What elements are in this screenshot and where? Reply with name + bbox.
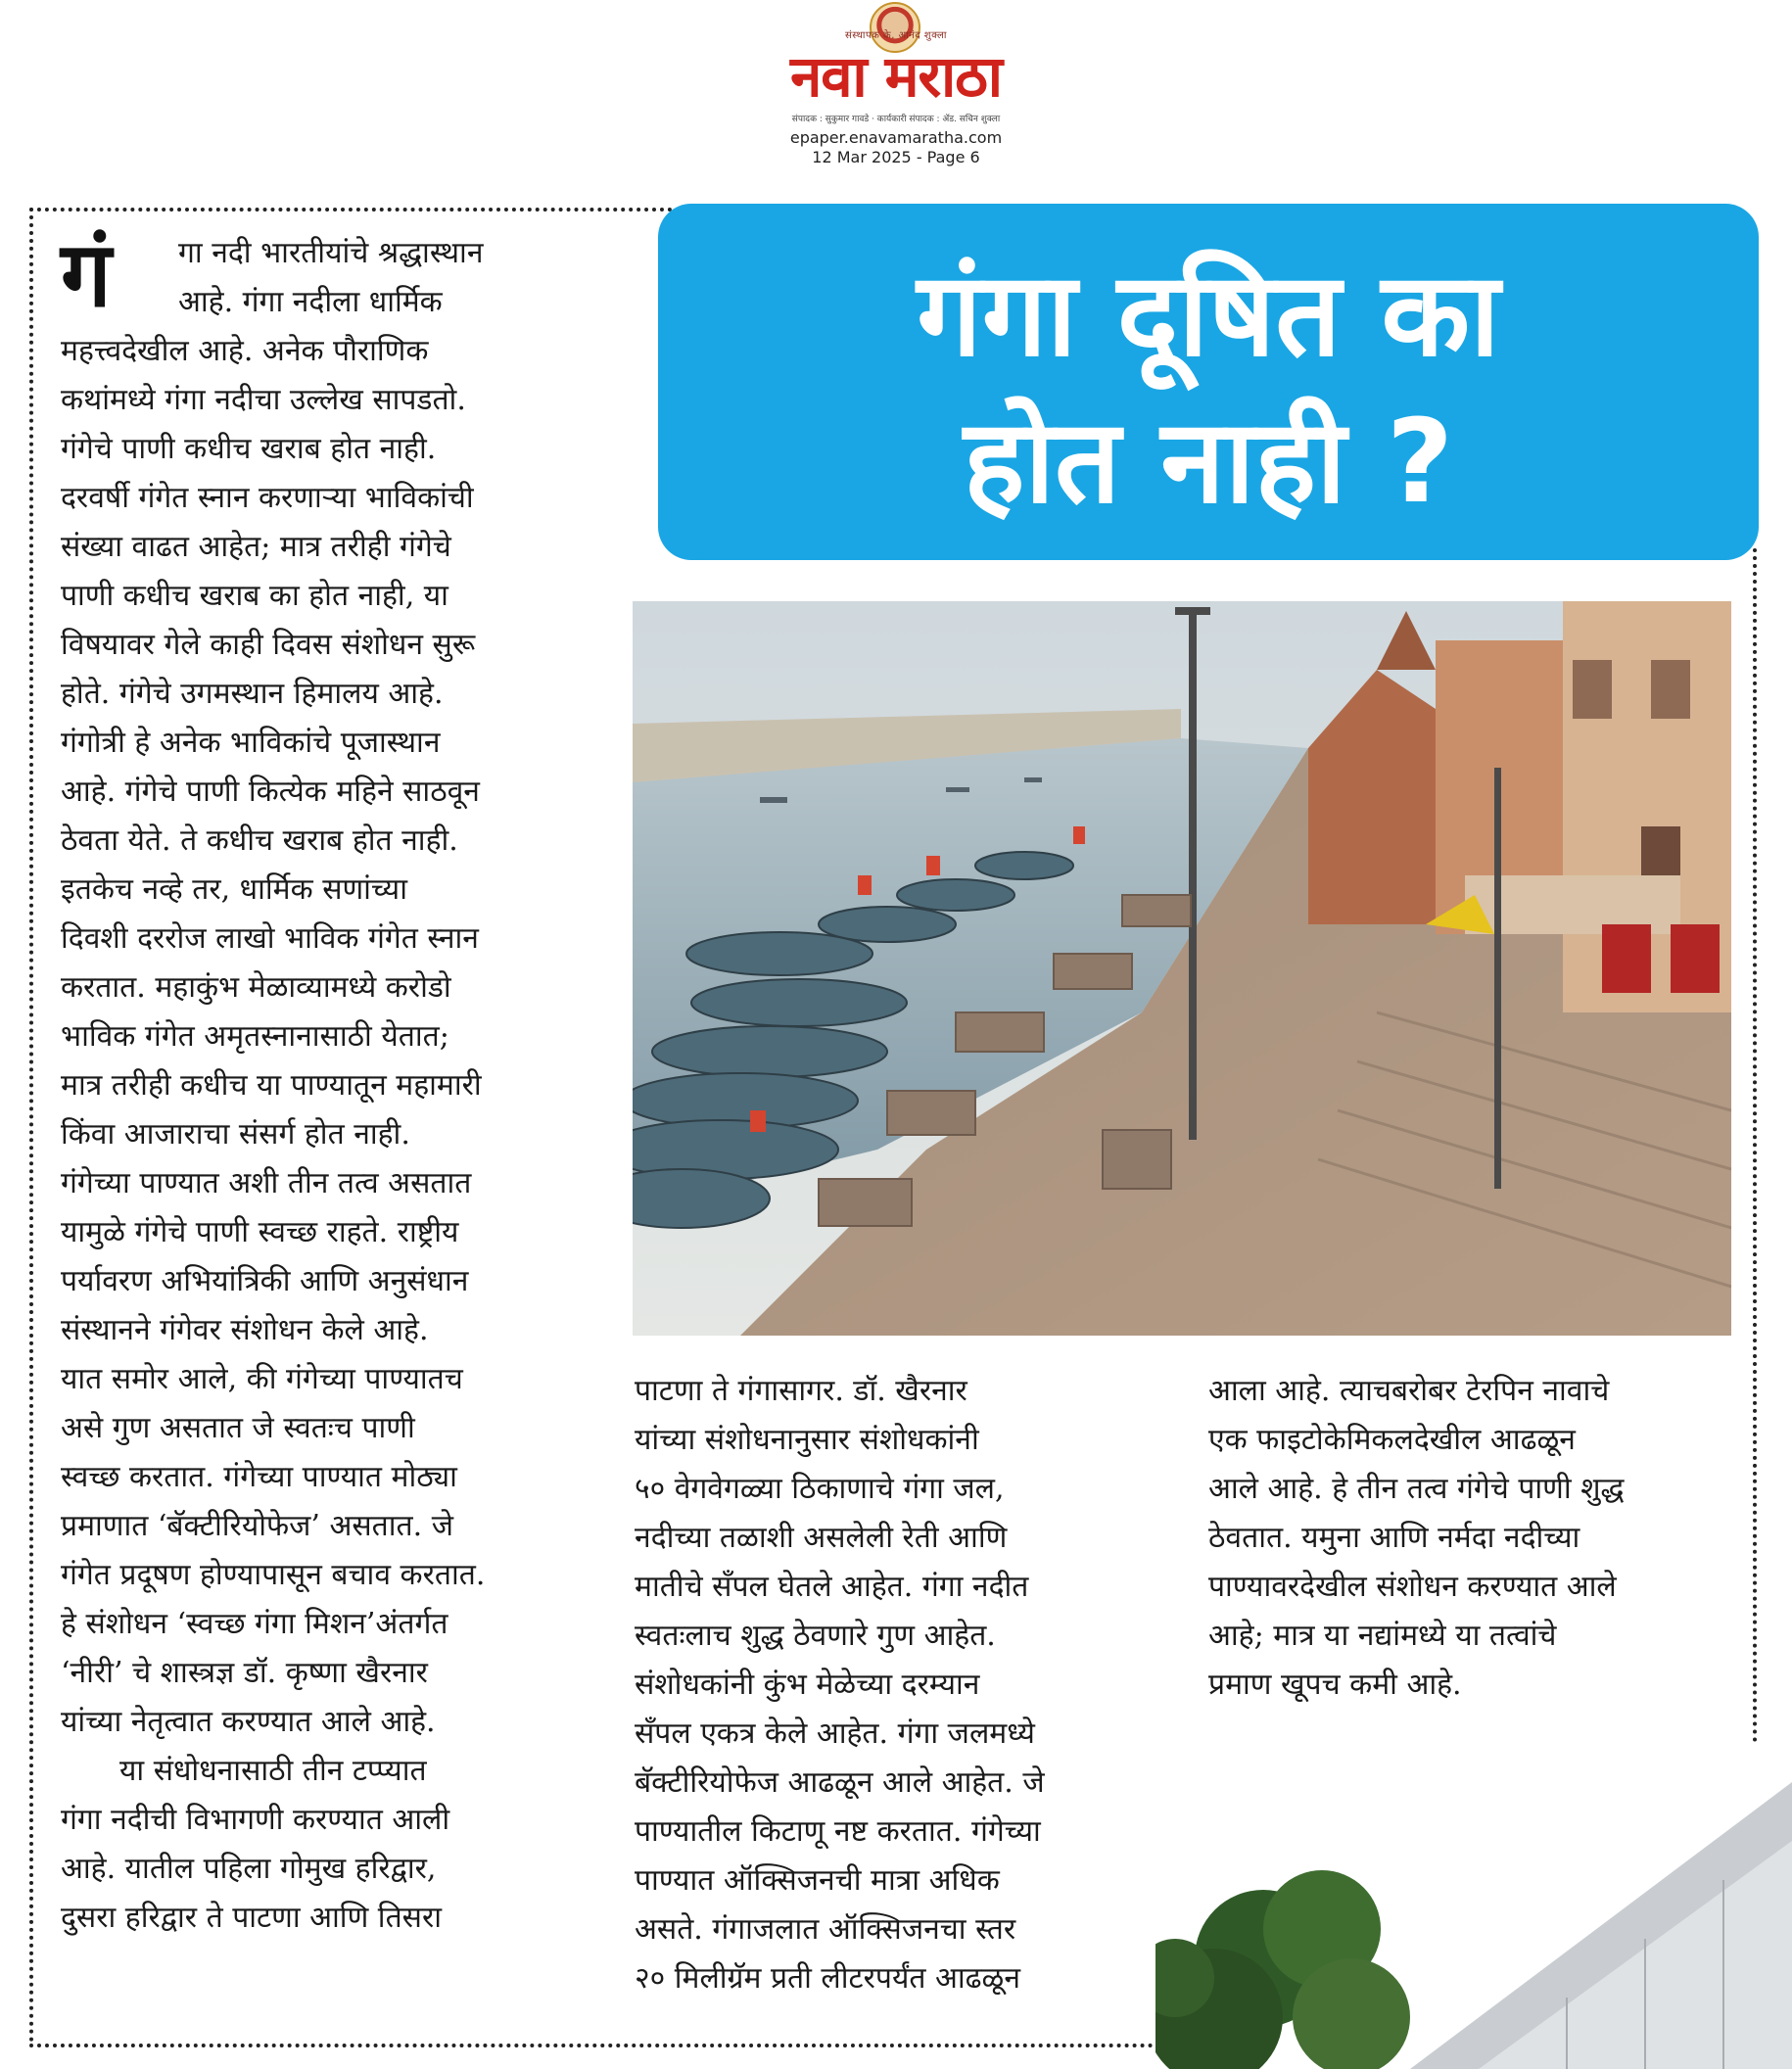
text-line: प्रमाण खूपच कमी आहे.: [1208, 1668, 1462, 1702]
text-line: यात समोर आले, की गंगेच्या पाण्यातच: [61, 1362, 463, 1396]
dropcap-letter: गं: [61, 221, 112, 327]
text-line: गंगेत प्रदूषण होण्यापासून बचाव करतात.: [61, 1558, 486, 1592]
text-line: यांच्या नेतृत्वात करण्यात आले आहे.: [61, 1705, 436, 1739]
headline-line-1: गंगा दूषित का: [917, 247, 1500, 382]
text-line: पाण्यात ऑक्सिजनची मात्रा अधिक: [635, 1863, 1000, 1898]
text-line: पर्यावरण अभियांत्रिकी आणि अनुसंधान: [61, 1264, 469, 1298]
article-column-3: [1208, 1367, 1737, 1710]
frame-border-left: [29, 208, 33, 2044]
ganga-ghat-photo: [633, 601, 1731, 1336]
text-line: गंगोत्री हे अनेक भाविकांचे पूजास्थान: [61, 726, 441, 760]
article-column-1: [61, 229, 589, 1943]
text-line: ‘नीरी’ चे शास्त्रज्ञ डॉ. कृष्णा खैरनार: [61, 1656, 428, 1690]
text-line: संस्थानने गंगेवर संशोधन केले आहे.: [61, 1313, 429, 1347]
text-line: कथांमध्ये गंगा नदीचा उल्लेख सापडतो.: [61, 383, 466, 417]
text-line: मातीचे सँपल घेतले आहेत. गंगा नदीत: [635, 1570, 1029, 1604]
headline-box: [658, 204, 1759, 560]
text-line: संख्या वाढत आहेत; मात्र तरीही गंगेचे: [61, 530, 451, 564]
text-line: पाण्यावरदेखील संशोधन करण्यात आले: [1208, 1570, 1617, 1604]
text-line: विषयावर गेले काही दिवस संशोधन सुरू: [61, 628, 476, 662]
text-line: दरवर्षी गंगेत स्नान करणाऱ्या भाविकांची: [61, 481, 474, 515]
newspaper-logo: नवा मराठा: [790, 43, 1002, 110]
text-line: पाण्यातील किटाणू नष्ट करतात. गंगेच्या: [635, 1814, 1041, 1849]
text-line: बॅक्टीरियोफेज आढळून आले आहेत. जे: [635, 1765, 1045, 1800]
masthead-tagline: संस्थापक के. आनंद शुक्ला: [845, 30, 947, 41]
text-line: गंगेच्या पाण्यात अशी तीन तत्व असतात: [61, 1166, 472, 1200]
epaper-url[interactable]: epaper.enavamaratha.com: [789, 128, 1003, 147]
text-line: गा नदी भारतीयांचे श्रद्धास्थान: [178, 236, 484, 270]
text-line: यामुळे गंगेचे पाणी स्वच्छ राहते. राष्ट्रीय: [61, 1215, 459, 1249]
masthead-editors: संपादक : सुकुमार गावडे · कार्यकारी संपादक : ॲड. सचिन शुक्ला: [791, 115, 1001, 124]
text-line: गंगा नदीची विभागणी करण्यात आली: [61, 1803, 450, 1837]
text-line: किंवा आजाराचा संसर्ग होत नाही.: [61, 1117, 410, 1152]
article-column-2: [635, 1367, 1163, 2003]
text-line: सँपल एकत्र केले आहेत. गंगा जलमध्ये: [635, 1716, 1035, 1751]
text-line: या संधोधनासाठी तीन टप्प्यात: [119, 1754, 427, 1788]
text-line: पाणी कधीच खराब का होत नाही, या: [61, 579, 448, 613]
text-line: आहे. गंगेचे पाणी कित्येक महिने साठवून: [61, 775, 480, 809]
text-line: नदीच्या तळाशी असलेली रेती आणि: [635, 1521, 1008, 1555]
text-line: प्रमाणात ‘बॅक्टीरियोफेज’ असतात. जे: [61, 1509, 453, 1543]
text-line: आला आहे. त्याचबरोबर टेरपिन नावाचे: [1208, 1374, 1610, 1408]
text-line: ठेवतात. यमुना आणि नर्मदा नदीच्या: [1208, 1521, 1580, 1555]
text-line: एक फाइटोकेमिकलदेखील आढळून: [1208, 1423, 1576, 1457]
text-line: महत्त्वदेखील आहे. अनेक पौराणिक: [61, 334, 429, 368]
text-line: दुसरा हरिद्वार ते पाटणा आणि तिसरा: [61, 1901, 442, 1935]
masthead: [744, 0, 1048, 171]
text-line: आहे. गंगा नदीला धार्मिक: [178, 285, 443, 319]
text-line: गंगेचे पाणी कधीच खराब होत नाही.: [61, 432, 437, 466]
text-line: मात्र तरीही कधीच या पाण्यातून महामारी: [61, 1068, 482, 1103]
text-line: २० मिलीग्रॅम प्रती लीटरपर्यंत आढळून: [635, 1961, 1021, 1996]
text-line: यांच्या संशोधनानुसार संशोधकांनी: [635, 1423, 979, 1457]
text-line: इतकेच नव्हे तर, धार्मिक सणांच्या: [61, 872, 407, 907]
text-line: भाविक गंगेत अमृतस्नानासाठी येतात;: [61, 1019, 449, 1054]
adjacent-photo-fragment: [1155, 1704, 1792, 2069]
text-line: स्वच्छ करतात. गंगेच्या पाण्यात मोठ्या: [61, 1460, 457, 1494]
text-line: होते. गंगेचे उगमस्थान हिमालय आहे.: [61, 677, 444, 711]
text-line: आहे. यातील पहिला गोमुख हरिद्वार,: [61, 1852, 437, 1886]
edition-date-page: 12 Mar 2025 - Page 6: [812, 148, 980, 166]
text-line: असते. गंगाजलात ऑक्सिजनचा स्तर: [635, 1912, 1016, 1947]
text-line: स्वतःलाच शुद्ध ठेवणारे गुण आहेत.: [635, 1619, 996, 1653]
headline-line-2: होत नाही ?: [963, 394, 1454, 529]
text-line: असे गुण असतात जे स्वतःच पाणी: [61, 1411, 415, 1445]
text-line: आहे; मात्र या नद्यांमध्ये या तत्वांचे: [1208, 1619, 1557, 1653]
text-line: ठेवता येते. ते कधीच खराब होत नाही.: [61, 823, 458, 858]
text-line: पाटणा ते गंगासागर. डॉ. खैरनार: [635, 1374, 967, 1408]
frame-border-right: [1753, 548, 1757, 1743]
text-line: करतात. महाकुंभ मेळाव्यामध्ये करोडो: [61, 970, 451, 1005]
text-line: संशोधकांनी कुंभ मेळेच्या दरम्यान: [635, 1668, 980, 1702]
text-line: हे संशोधन ‘स्वच्छ गंगा मिशन’अंतर्गत: [61, 1607, 448, 1641]
text-line: आले आहे. हे तीन तत्व गंगेचे पाणी शुद्ध: [1208, 1472, 1625, 1506]
text-line: ५० वेगवेगळ्या ठिकाणाचे गंगा जल,: [635, 1472, 1005, 1506]
text-line: दिवशी दररोज लाखो भाविक गंगेत स्नान: [61, 921, 479, 956]
frame-border-bottom: [29, 2044, 1185, 2047]
